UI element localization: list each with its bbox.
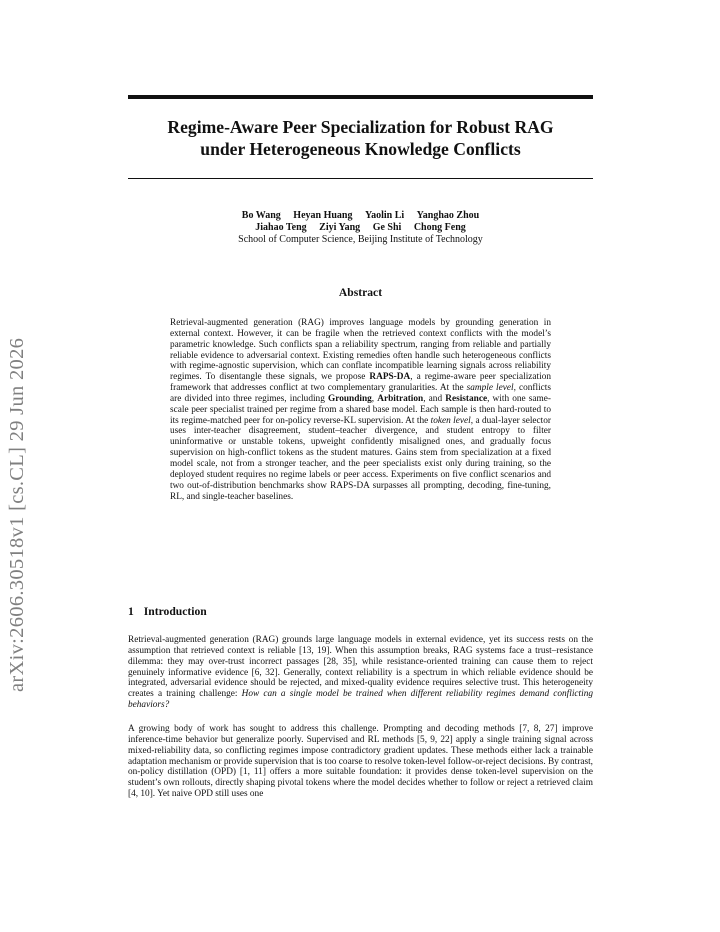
regime-grounding: Grounding bbox=[328, 393, 372, 404]
abstract-heading: Abstract bbox=[338, 286, 383, 299]
title-line-2: under Heterogeneous Knowledge Conflicts bbox=[200, 139, 521, 159]
author-name: Heyan Huang bbox=[293, 210, 353, 221]
author-name: Ge Shi bbox=[372, 222, 402, 233]
arxiv-identifier-stamp: arXiv:2606.30518v1 [cs.CL] 29 Jun 2026 bbox=[6, 337, 28, 692]
author-row-1 bbox=[128, 210, 593, 222]
author-name: Yaolin Li bbox=[364, 210, 405, 221]
title-rule-top bbox=[128, 95, 593, 99]
research-question: How can a single model be trained when different reliability regimes demand conflicting behaviors? bbox=[128, 689, 593, 711]
method-name: RAPS-DA bbox=[369, 372, 411, 383]
intro-paragraph-2: A growing body of work has sought to address this challenge. Prompting and decoding methods [7, 8, 27] improve inference-time behavior but generalize poorly. Supervised and RL methods [5, 9, 22] apply a single training signal across mixed-reliability data, so conflicting regimes impose contradictory gradient updates. These methods either lack a trainable adaptation mechanism or provide supervision that is too coarse to resolve token-level follow-or-reject decisions. By contrast, on-policy distillation (OPD) [1, 11] offers a more suitable foundation: it provides dense token-level supervision on the student’s own rollouts, directly shaping pivotal tokens where the model decides whether to follow or reject a retrieved claim [4, 10]. Yet naive OPD still uses one bbox=[128, 724, 593, 800]
title-rule-bottom bbox=[128, 178, 593, 179]
author-name: Yanghao Zhou bbox=[416, 210, 480, 221]
section-title: Introduction bbox=[143, 605, 207, 618]
author-name: Bo Wang bbox=[241, 210, 281, 221]
author-name: Ziyi Yang bbox=[319, 222, 361, 233]
author-row-2 bbox=[128, 222, 593, 234]
author-block bbox=[128, 210, 593, 246]
affiliation: School of Computer Science, Beijing Institute of Technology bbox=[238, 234, 483, 245]
paper-title bbox=[128, 116, 593, 160]
regime-resistance: Resistance bbox=[445, 393, 488, 404]
regime-arbitration: Arbitration bbox=[377, 393, 424, 404]
abstract-text: Retrieval-augmented generation (RAG) improves language models by grounding generation in external context. However, it can be fragile when the retrieved context conflicts with the model’s parametric knowledge. Such conflicts span a reliability spectrum, ranging from reliable and partially reliable evidence to adversarial context. Existing remedies often handle such heterogeneous conflicts with regime-agnostic supervision, which can conflate incompatible learning signals across reliability regimes. To disentangle these signals, we propose RAPS-DA, a regime-aware peer specialization framework that addresses conflict at two complementary granularities. At the sample level, conflicts are divided into three regimes, including Grounding, Arbitration, and Resistance, with one same-scale peer specialist trained per regime from a shared base model. Each sample is then hard-routed to its regime-matched peer for on-policy reverse-KL supervision. At the token level, a dual-layer selector uses inter-teacher disagreement, student–teacher divergence, and student entropy to filter uninformative or unstable tokens, upweight confidently misaligned ones, and gradually focus supervision on high-conflict tokens as the student matures. Gains stem from specialization at a fixed model scale, not from a stronger teacher, and the peer specialists exist only during training, so the deployed student requires no regime labels or peer access. Experiments on five conflict scenarios and two out-of-distribution benchmarks show RAPS-DA surpasses all prompting, decoding, fine-tuning, RL, and single-teacher baselines. bbox=[170, 318, 552, 502]
intro-paragraph-1: Retrieval-augmented generation (RAG) grounds large language models in external evidence, yet its success rests on the assumption that retrieved context is reliable [13, 19]. When this assumption breaks, RAG systems face a trust–resistance dilemma: they may over-trust incorrect passages [28, 35], while resistance-oriented training can cause them to reject genuinely informative evidence [6, 32]. Generally, context reliability is a spectrum in which reliable evidence should be integrated, adversarial evidence should be rejected, and mixed-quality evidence requires selective trust. This heterogeneity creates a training challenge: How can a single model be trained when different reliability regimes demand conflicting behaviors? bbox=[128, 635, 593, 711]
author-name: Chong Feng bbox=[413, 222, 466, 233]
section-number: 1 bbox=[128, 605, 134, 618]
author-name: Jiahao Teng bbox=[255, 222, 307, 233]
title-line-1: Regime-Aware Peer Specialization for Robust RAG bbox=[167, 117, 554, 137]
section-heading-introduction bbox=[128, 605, 207, 618]
